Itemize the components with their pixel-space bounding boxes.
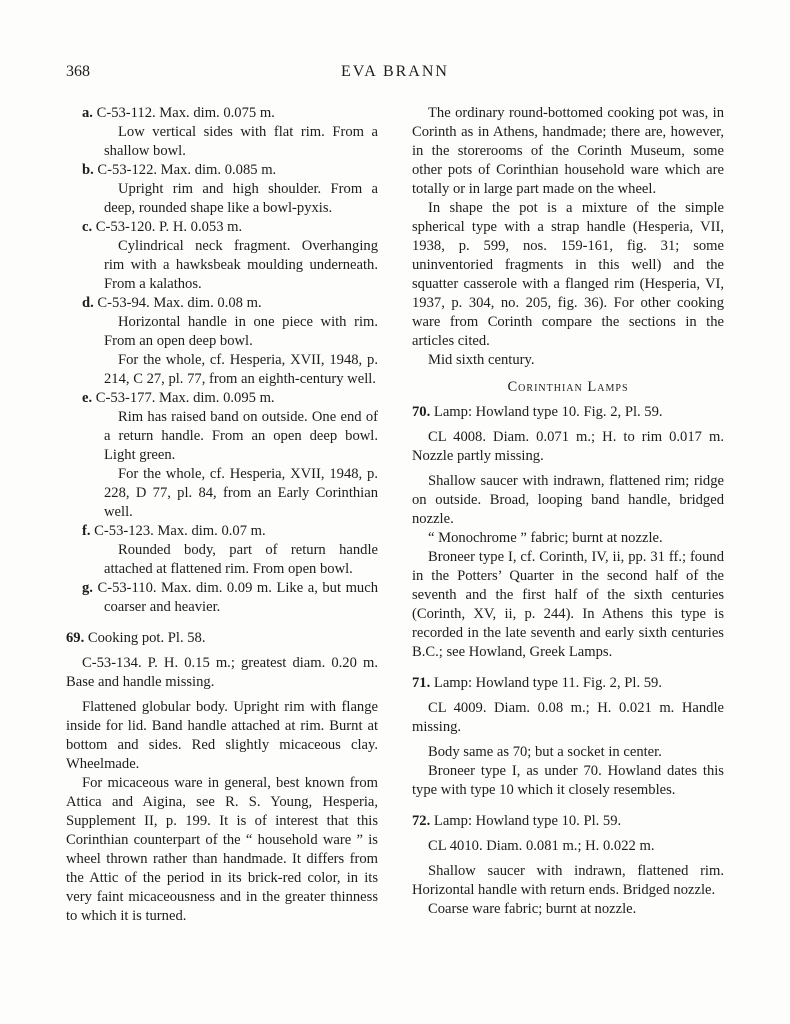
item-text: g. C-53-110. Max. dim. 0.09 m. Like a, but much coarser and heavier.	[82, 580, 378, 615]
item-b	[66, 161, 378, 218]
entry-text: Coarse ware fabric; burnt at nozzle.	[428, 901, 637, 917]
catalogue-entry-70	[412, 403, 724, 662]
item-text: Rim has raised band on outside. One end of a return handle. From an open deep bowl. Light green.	[104, 409, 378, 463]
item-heading: f. C-53-123. Max. dim. 0.07 m.	[82, 523, 266, 539]
item-heading: c. C-53-120. P. H. 0.053 m.	[82, 219, 243, 235]
body-paragraph: The ordinary round-bottomed cooking pot was, in Corinth as in Athens, handmade; there are, however, in the storerooms of the Corinth Museum, some other pots of Corinthian household ware which are totally or in large part made on the wheel.	[412, 105, 724, 197]
entry-text: Broneer type I, as under 70. Howland dates this type with type 10 which it closely resembles.	[412, 763, 724, 798]
catalogue-entry-69	[66, 629, 378, 926]
item-heading: d. C-53-94. Max. dim. 0.08 m.	[82, 295, 262, 311]
entry-text: “ Monochrome ” fabric; burnt at nozzle.	[428, 530, 663, 546]
item-text: For the whole, cf. Hesperia, XVII, 1948, p. 214, C 27, pl. 77, from an eighth-century well.	[104, 352, 378, 387]
entry-text: For micaceous ware in general, best known from Attica and Aigina, see R. S. Young, Hesperia, Supplement II, p. 199. It is of interest that this Corinthian counterpart of the “ household ware ” is wheel thrown rather than handmade. It differs from the Attic of the period in its brick-red color, in its very faint micaceousness and in the greater thinness to which it is turned.	[66, 775, 378, 924]
entry-text: Broneer type I, cf. Corinth, IV, ii, pp. 31 ff.; found in the Potters’ Quarter in the second half of the seventh and the first half of the sixth centuries (Corinth, XV, ii, p. 244). In Athens this type is recorded in the late seventh and early sixth centuries B.C.; see Howland, Greek Lamps.	[412, 549, 724, 660]
item-heading: e. C-53-177. Max. dim. 0.095 m.	[82, 390, 275, 406]
running-header	[66, 62, 724, 84]
entry-heading: 70. Lamp: Howland type 10. Fig. 2, Pl. 59.	[412, 404, 663, 420]
item-a	[66, 104, 378, 161]
item-text: Cylindrical neck fragment. Overhanging rim with a hawksbeak moulding underneath. From a kalathos.	[104, 238, 378, 292]
running-head-author: EVA BRANN	[341, 63, 449, 80]
entry-heading: 72. Lamp: Howland type 10. Pl. 59.	[412, 813, 622, 829]
item-e	[66, 389, 378, 522]
entry-text: CL 4008. Diam. 0.071 m.; H. to rim 0.017 m. Nozzle partly missing.	[412, 429, 724, 464]
item-g	[66, 579, 378, 617]
item-heading: b. C-53-122. Max. dim. 0.085 m.	[82, 162, 277, 178]
entry-text: Body same as 70; but a socket in center.	[428, 744, 662, 760]
item-c	[66, 218, 378, 294]
page-number: 368	[66, 63, 90, 80]
item-text: Upright rim and high shoulder. From a deep, rounded shape like a bowl-pyxis.	[104, 181, 378, 216]
entry-text: C-53-134. P. H. 0.15 m.; greatest diam. 0.20 m. Base and handle missing.	[66, 655, 378, 690]
catalogue-entry-72	[412, 812, 724, 919]
entry-text: Shallow saucer with indrawn, flattened rim. Horizontal handle with return ends. Bridged nozzle.	[412, 863, 724, 898]
entry-heading: 69. Cooking pot. Pl. 58.	[66, 630, 206, 646]
item-text: Horizontal handle in one piece with rim. From an open deep bowl.	[104, 314, 378, 349]
entry-text: CL 4009. Diam. 0.08 m.; H. 0.021 m. Handle missing.	[412, 700, 724, 735]
item-text: For the whole, cf. Hesperia, XVII, 1948, p. 228, D 77, pl. 84, from an Early Corinthian well.	[104, 466, 378, 520]
entry-text: Flattened globular body. Upright rim with flange inside for lid. Band handle attached at rim. Burnt at bottom and sides. Red slightly micaceous clay. Wheelmade.	[66, 699, 378, 772]
item-heading: a. C-53-112. Max. dim. 0.075 m.	[82, 105, 275, 121]
entry-heading: 71. Lamp: Howland type 11. Fig. 2, Pl. 59.	[412, 675, 662, 691]
item-f	[66, 522, 378, 579]
item-d	[66, 294, 378, 389]
catalogue-entry-71	[412, 674, 724, 800]
left-column	[66, 104, 378, 926]
entry-text: CL 4010. Diam. 0.081 m.; H. 0.022 m.	[428, 838, 655, 854]
section-heading: Corinthian Lamps	[507, 379, 629, 395]
item-text: Rounded body, part of return handle attached at flattened rim. From open bowl.	[104, 542, 378, 577]
body-paragraph: In shape the pot is a mixture of the simple spherical type with a strap handle (Hesperia, VII, 1938, p. 599, nos. 159-161, fig. 31; some uninventoried fragments in this well) and the squatter casserole with a flanged rim (Hesperia, VI, 1937, p. 304, no. 205, fig. 36). For other cooking ware from Corinth compare the sections in the articles cited.	[412, 200, 724, 349]
entry-text: Shallow saucer with indrawn, flattened rim; ridge on outside. Broad, looping band handle, bridged nozzle.	[412, 473, 724, 527]
right-column	[412, 104, 724, 919]
item-text: Low vertical sides with flat rim. From a shallow bowl.	[104, 124, 378, 159]
body-paragraph: Mid sixth century.	[428, 352, 535, 368]
